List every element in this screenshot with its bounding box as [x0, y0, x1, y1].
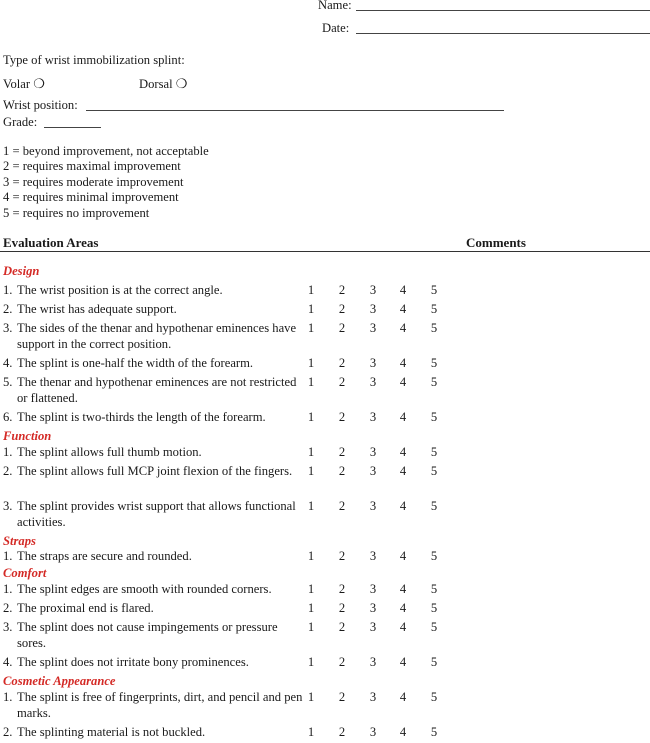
evaluation-item — [3, 410, 303, 426]
item-number: 2. — [3, 725, 13, 739]
rating-option-4[interactable]: 4 — [399, 302, 407, 316]
section-title-cosmetic-appearance: Cosmetic Appearance — [3, 674, 116, 688]
rating-option-2[interactable]: 2 — [338, 655, 346, 669]
volar-option[interactable] — [3, 76, 45, 92]
rating-option-2[interactable]: 2 — [338, 601, 346, 615]
rating-option-1[interactable]: 1 — [307, 375, 315, 389]
rating-option-1[interactable]: 1 — [307, 499, 315, 513]
item-number: 5. — [3, 375, 13, 389]
rating-option-1[interactable]: 1 — [307, 302, 315, 316]
rating-scale — [306, 375, 446, 391]
rating-option-2[interactable]: 2 — [338, 283, 346, 297]
rating-option-5[interactable]: 5 — [430, 375, 438, 389]
item-number: 3. — [3, 321, 13, 335]
rating-scale — [306, 321, 446, 337]
rating-scale — [306, 464, 446, 480]
rating-option-5[interactable]: 5 — [430, 725, 438, 739]
rating-option-2[interactable]: 2 — [338, 499, 346, 513]
grade-field[interactable] — [44, 127, 101, 128]
rating-option-4[interactable]: 4 — [399, 582, 407, 596]
rating-option-3[interactable]: 3 — [369, 499, 377, 513]
wrist-position-label: Wrist position: — [3, 98, 78, 112]
item-number: 2. — [3, 464, 13, 478]
rating-option-2[interactable]: 2 — [338, 725, 346, 739]
item-number: 1. — [3, 549, 13, 563]
rating-option-2[interactable]: 2 — [338, 464, 346, 478]
item-number: 4. — [3, 356, 13, 370]
rating-option-2[interactable]: 2 — [338, 582, 346, 596]
item-text: The splint allows full MCP joint flexion of the fingers. — [17, 464, 293, 478]
rating-option-2[interactable]: 2 — [338, 410, 346, 424]
rating-scale — [306, 620, 446, 636]
rating-option-4[interactable]: 4 — [399, 464, 407, 478]
dorsal-option[interactable] — [139, 76, 187, 92]
item-text: The splint edges are smooth with rounded corners. — [17, 582, 272, 596]
rating-option-3[interactable]: 3 — [369, 356, 377, 370]
rating-option-5[interactable]: 5 — [430, 655, 438, 669]
rating-scale — [306, 690, 446, 706]
evaluation-item — [3, 499, 303, 530]
rating-option-4[interactable]: 4 — [399, 655, 407, 669]
rating-option-2[interactable]: 2 — [338, 375, 346, 389]
rating-option-3[interactable]: 3 — [369, 549, 377, 563]
item-number: 3. — [3, 620, 13, 634]
rating-option-5[interactable]: 5 — [430, 620, 438, 634]
item-text: The splint does not irritate bony prominences. — [17, 655, 249, 669]
rating-option-5[interactable]: 5 — [430, 410, 438, 424]
rating-option-3[interactable]: 3 — [369, 620, 377, 634]
evaluation-item — [3, 321, 303, 352]
item-text: The splint allows full thumb motion. — [17, 445, 202, 459]
rating-option-1[interactable]: 1 — [307, 445, 315, 459]
rating-option-5[interactable]: 5 — [430, 302, 438, 316]
rating-option-1[interactable]: 1 — [307, 620, 315, 634]
evaluation-item — [3, 601, 303, 617]
item-number: 2. — [3, 601, 13, 615]
item-text: The splint does not cause impingements or pressure sores. — [17, 620, 278, 650]
rating-option-1[interactable]: 1 — [307, 690, 315, 704]
rating-option-4[interactable]: 4 — [399, 725, 407, 739]
evaluation-item — [3, 549, 303, 565]
rating-option-5[interactable]: 5 — [430, 283, 438, 297]
rating-scale — [306, 601, 446, 617]
rating-option-5[interactable]: 5 — [430, 321, 438, 335]
rating-option-1[interactable]: 1 — [307, 601, 315, 615]
rating-option-5[interactable]: 5 — [430, 549, 438, 563]
rating-scale — [306, 549, 446, 565]
rating-option-5[interactable]: 5 — [430, 582, 438, 596]
evaluation-item — [3, 690, 303, 721]
rating-option-3[interactable]: 3 — [369, 321, 377, 335]
section-title-straps: Straps — [3, 534, 36, 548]
rating-option-1[interactable]: 1 — [307, 356, 315, 370]
rating-option-1[interactable]: 1 — [307, 410, 315, 424]
splint-type-label: Type of wrist immobilization splint: — [3, 53, 185, 67]
evaluation-item — [3, 655, 303, 671]
evaluation-item — [3, 620, 303, 651]
rating-option-3[interactable]: 3 — [369, 655, 377, 669]
comments-header: Comments — [466, 235, 526, 250]
rating-option-5[interactable]: 5 — [430, 690, 438, 704]
dorsal-radio-icon[interactable]: ❍ — [175, 76, 188, 91]
rating-option-1[interactable]: 1 — [307, 655, 315, 669]
rating-option-2[interactable]: 2 — [338, 620, 346, 634]
rating-scale — [306, 582, 446, 598]
date-label: Date: — [322, 21, 350, 35]
date-field[interactable] — [356, 33, 650, 34]
rating-option-3[interactable]: 3 — [369, 283, 377, 297]
item-number: 2. — [3, 302, 13, 316]
rating-option-1[interactable]: 1 — [307, 464, 315, 478]
rating-option-1[interactable]: 1 — [307, 725, 315, 739]
dorsal-label: Dorsal — [139, 77, 173, 91]
name-field[interactable] — [356, 10, 650, 11]
rating-option-2[interactable]: 2 — [338, 445, 346, 459]
rating-option-2[interactable]: 2 — [338, 321, 346, 335]
rating-option-4[interactable]: 4 — [399, 445, 407, 459]
evaluation-item — [3, 375, 303, 406]
volar-label: Volar — [3, 77, 31, 91]
rating-option-2[interactable]: 2 — [338, 690, 346, 704]
item-number: 3. — [3, 499, 13, 513]
evaluation-areas-header: Evaluation Areas — [3, 235, 99, 250]
rating-option-5[interactable]: 5 — [430, 601, 438, 615]
evaluation-item — [3, 582, 303, 598]
rating-option-3[interactable]: 3 — [369, 464, 377, 478]
rating-scale — [306, 655, 446, 671]
rating-option-1[interactable]: 1 — [307, 582, 315, 596]
rating-option-2[interactable]: 2 — [338, 302, 346, 316]
item-text: The wrist has adequate support. — [17, 302, 177, 316]
item-text: The splint is free of fingerprints, dirt, and pencil and pen marks. — [17, 690, 303, 720]
item-number: 1. — [3, 445, 13, 459]
section-title-design: Design — [3, 264, 40, 278]
item-number: 1. — [3, 283, 13, 297]
rating-scale — [306, 445, 446, 461]
item-text: The splinting material is not buckled. — [17, 725, 206, 739]
rating-option-3[interactable]: 3 — [369, 725, 377, 739]
rating-option-4[interactable]: 4 — [399, 499, 407, 513]
rating-option-1[interactable]: 1 — [307, 283, 315, 297]
item-number: 1. — [3, 690, 13, 704]
evaluation-item — [3, 725, 303, 741]
rating-option-3[interactable]: 3 — [369, 410, 377, 424]
rating-option-4[interactable]: 4 — [399, 356, 407, 370]
rating-option-3[interactable]: 3 — [369, 375, 377, 389]
item-number: 6. — [3, 410, 13, 424]
rating-option-3[interactable]: 3 — [369, 690, 377, 704]
item-text: The proximal end is flared. — [17, 601, 154, 615]
evaluation-item — [3, 464, 303, 480]
evaluation-item — [3, 302, 303, 318]
rating-option-5[interactable]: 5 — [430, 499, 438, 513]
wrist-position-field[interactable] — [86, 110, 504, 111]
rating-option-4[interactable]: 4 — [399, 410, 407, 424]
rating-scale — [306, 356, 446, 372]
item-number: 1. — [3, 582, 13, 596]
rating-option-4[interactable]: 4 — [399, 321, 407, 335]
rating-option-3[interactable]: 3 — [369, 445, 377, 459]
rating-scale — [306, 499, 446, 515]
volar-radio-icon[interactable]: ❍ — [33, 76, 45, 91]
rating-option-4[interactable]: 4 — [399, 620, 407, 634]
rating-option-2[interactable]: 2 — [338, 356, 346, 370]
rating-option-1[interactable]: 1 — [307, 321, 315, 335]
scale-legend-line: 5 = requires no improvement — [3, 206, 150, 220]
item-text: The sides of the thenar and hypothenar eminences have support in the correct position. — [17, 321, 297, 351]
header-rule — [0, 251, 650, 252]
name-label: Name: — [318, 0, 352, 12]
rating-option-5[interactable]: 5 — [430, 356, 438, 370]
item-text: The wrist position is at the correct angle. — [17, 283, 223, 297]
item-text: The splint is one-half the width of the forearm. — [17, 356, 254, 370]
grade-label: Grade: — [3, 115, 38, 129]
rating-scale — [306, 725, 446, 741]
rating-option-3[interactable]: 3 — [369, 601, 377, 615]
scale-legend-line: 4 = requires minimal improvement — [3, 190, 179, 204]
item-text: The splint is two-thirds the length of the forearm. — [17, 410, 266, 424]
rating-scale — [306, 283, 446, 299]
rating-option-3[interactable]: 3 — [369, 302, 377, 316]
rating-option-4[interactable]: 4 — [399, 601, 407, 615]
scale-legend-line: 1 = beyond improvement, not acceptable — [3, 144, 209, 158]
scale-legend-line: 3 = requires moderate improvement — [3, 175, 184, 189]
section-title-comfort: Comfort — [3, 566, 47, 580]
section-title-function: Function — [3, 429, 52, 443]
rating-option-4[interactable]: 4 — [399, 549, 407, 563]
item-text: The splint provides wrist support that allows functional activities. — [17, 499, 296, 529]
rating-option-4[interactable]: 4 — [399, 283, 407, 297]
evaluation-item — [3, 283, 303, 299]
rating-option-5[interactable]: 5 — [430, 464, 438, 478]
item-text: The straps are secure and rounded. — [17, 549, 192, 563]
rating-option-4[interactable]: 4 — [399, 690, 407, 704]
rating-option-4[interactable]: 4 — [399, 375, 407, 389]
evaluation-item — [3, 445, 303, 461]
evaluation-item — [3, 356, 303, 372]
rating-option-1[interactable]: 1 — [307, 549, 315, 563]
scale-legend-line: 2 = requires maximal improvement — [3, 159, 181, 173]
rating-option-5[interactable]: 5 — [430, 445, 438, 459]
rating-scale — [306, 302, 446, 318]
rating-option-3[interactable]: 3 — [369, 582, 377, 596]
item-text: The thenar and hypothenar eminences are not restricted or flattened. — [17, 375, 297, 405]
item-number: 4. — [3, 655, 13, 669]
rating-scale — [306, 410, 446, 426]
rating-option-2[interactable]: 2 — [338, 549, 346, 563]
